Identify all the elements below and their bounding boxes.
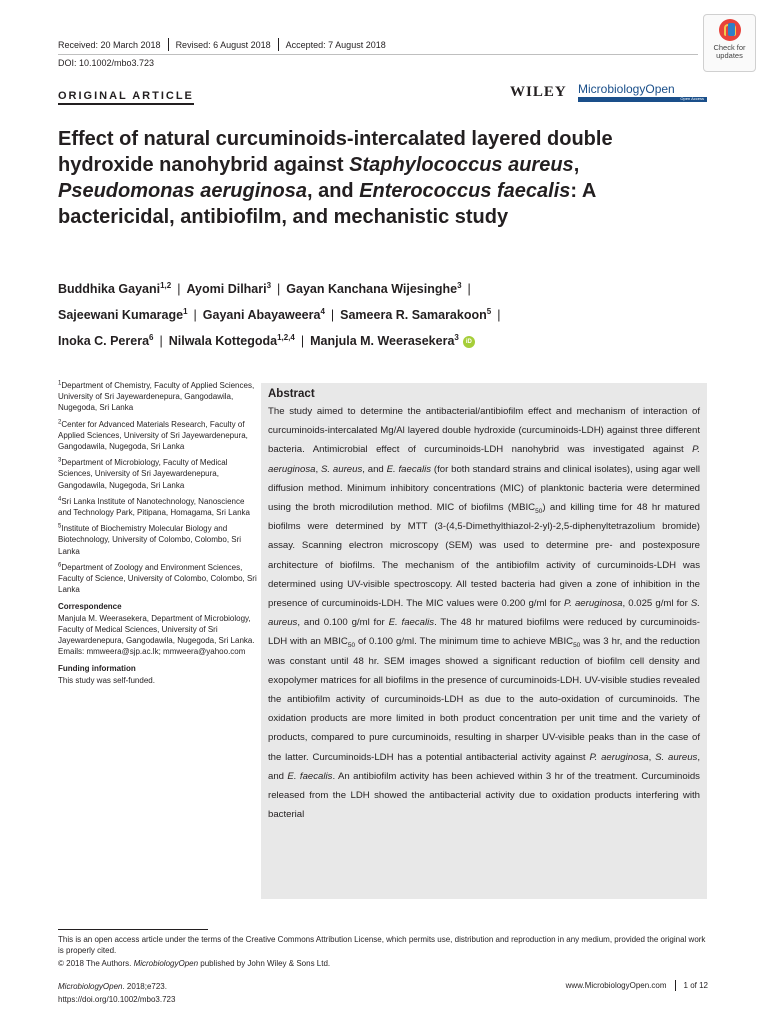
article-type: ORIGINAL ARTICLE [58, 90, 194, 105]
website-link[interactable]: www.MicrobiologyOpen.com [565, 981, 667, 990]
author: Gayan Kanchana Wijesinghe$^3$ [286, 280, 462, 296]
title-species: Staphylococcus aureus [349, 154, 574, 176]
abstract-text: The study aimed to determine the antibacterial/antibiofilm effect and mechanism of interaction of curcuminoids-intercalated Mg/Al layered double hydroxide (curcuminoids-LDH) against three different bacteria. Antimicrobial effect of curcuminoids-LDH nanohybrid was investigated against P. aeruginosa, S. aureus, and E. faecalis (for both standard strains and clinical isolates), using agar well diffusion method. Minimum inhibitory concentrations (MIC) of planktonic bacteria were determined using the broth microdilution method. MIC of biofilms $(MBIC_{50})$ and killing time for 48 hr matured biofilms were determined by MTT (3-(4,5-Dimethylthiazol-2-yl)-2,5-diphenyltetrazolium bromide) assay. Scanning electron microscopy (SEM) was used to determine pre- and postexposure architecture of biofilms. The mechanism of the antibiofilm activity of curcuminoids-LDH was determined using UV-visible spectroscopy. All tested bacteria had given a zone of inhibition in the presence of curcuminoids-LDH. The MIC values were 0.200 g/ml for P. aeruginosa, 0.025 g/ml for S. aureus, and 0.100 g/ml for E. faecalis. The 48 hr matured biofilms were reduced by curcuminoids-LDH with an $MBIC_{50}$ of 0.100 g/ml. The minimum time to achieve $MBIC_{50}$ was 3 hr, and the reduction was constant until 48 hr. SEM images showed a significant reduction of biofilm cell density and exopolymer matrices for all biofilms in the presence of curcuminoids-LDH. UV-visible studies revealed the antibiofilm activity of curcuminoids-LDH as due to the auto-oxidation of curcuminoids. The oxidation products are more limited in both product concentration per unit time and the variety of products, compared to pure curcuminoids, resulting in sharper UV-visible peaks than in the case of the latter. Curcuminoids-LDH has a potential antibacterial activity against P. aeruginosa, S. aureus, and E. faecalis. An antibiofilm activity has been achieved within 3 hr of the treatment. Curcuminoids released from the LDH showed the antibacterial activity due to oxidation products interfering with bacterial [268, 406, 701, 821]
check-for-updates-label: Check for updates [713, 43, 746, 60]
author: Inoka C. Perera$^6$ [58, 332, 154, 348]
correspondence-emails[interactable]: Emails: mmweera@sjp.ac.lk; mmweera@yahoo.com [58, 647, 246, 657]
title-text: , [573, 154, 580, 176]
author: Gayani Abayaweera$^4$ [202, 306, 325, 322]
doi-link[interactable]: https://doi.org/10.1002/mbo3.723 [58, 995, 176, 1004]
abstract-heading: Abstract [268, 388, 315, 400]
funding-heading: Funding information [58, 664, 136, 674]
check-for-updates-button[interactable] [703, 14, 756, 72]
title-text: Effect of natural curcuminoids-intercalated layered double hydroxide nanohybrid against [58, 128, 613, 176]
title-species: Pseudomonas aeruginosa [58, 180, 307, 202]
affiliation: $^1$Department of Chemistry, Faculty of Applied Sciences, University of Sri Jayewardenepura, Gangodawila, Nugegoda, Sri Lanka [58, 380, 255, 413]
author: Nilwala Kottegoda$^{1,2,4}$ [168, 332, 295, 348]
affiliation: $^2$Center for Advanced Materials Research, Faculty of Applied Sciences, University of Sri Jayewardenepura, Gangodawila, Nugegoda, Sri Lanka [58, 418, 248, 452]
header-rule [58, 54, 698, 55]
title-text: , and [306, 180, 360, 202]
affiliation: $^5$Institute of Biochemistry Molecular Biology and Biotechnology, University of Colombo, Colombo, Sri Lanka [58, 523, 242, 556]
affiliation: $^6$Department of Zoology and Environment Sciences, Faculty of Science, University of Colombo, Colombo, Sri Lanka [58, 562, 257, 595]
divider [675, 980, 676, 991]
citation [58, 980, 175, 1006]
correspondence-text: Manjula M. Weerasekera, Department of Microbiology, Faculty of Medical Sciences, University of Sri Jayewardenepura, Gangodawila, Nugegoda, Sri Lanka. Emails: mmweera@sjp.ac.lk; mmweera@yahoo.com [58, 613, 255, 657]
doi: DOI: 10.1002/mbo3.723 [58, 58, 155, 68]
open-access-bar [578, 97, 707, 102]
affiliation: $^3$Department of Microbiology, Faculty of Medical Sciences, University of Sri Jayewardenepura, Gangodawila, Nugegoda, Sri Lanka [58, 457, 228, 490]
page-footer-right [566, 980, 708, 991]
open-access-label: Open Access [680, 96, 704, 101]
title-text: : A bactericidal, antibiofilm, and mechanistic study [58, 180, 596, 228]
author: Buddhika Gayani$^{1,2}$ [58, 280, 172, 296]
citation-details: . 2018;e723. [122, 982, 167, 991]
orcid-icon[interactable]: iD [463, 336, 475, 348]
accepted-date: Accepted: 7 August 2018 [285, 39, 386, 50]
author-list: Buddhika Gayani$^{1,2}$ | Ayomi Dilhari$^3$ | Gayan Kanchana Wijesinghe$^3$ | Sajeewani Kumarage$^1$ | Gayani Abayaweera$^4$ | Sameera R. Samarakoon$^5$ | Inoka C. Perera$^6$ | Nilwala Kottegoda$^{1,2,4}$ | Manjula M. Weerasekera$^3$ iD [58, 280, 501, 348]
funding-text: This study was self-funded. [58, 675, 155, 685]
copyright: © 2018 The Authors. MicrobiologyOpen published by John Wiley & Sons Ltd. [58, 959, 331, 968]
license-note: This is an open access article under the terms of the Creative Commons Attribution License, which permits use, distribution and reproduction in any medium, provided the original work is properly cited. [58, 935, 706, 955]
author: Sajeewani Kumarage$^1$ [58, 306, 188, 322]
article-title [58, 126, 698, 230]
crossmark-icon [719, 19, 741, 41]
journal-logo: MicrobiologyOpen [578, 82, 675, 96]
publication-dates [58, 38, 386, 51]
divider [168, 38, 169, 51]
author: Ayomi Dilhari$^3$ [186, 280, 272, 296]
affiliation: $^4$Sri Lanka Institute of Nanotechnology, Nanoscience and Technology Park, Pitipana, Homagama, Sri Lanka [58, 496, 250, 518]
divider [278, 38, 279, 51]
page-number: 1 of 12 [683, 981, 708, 990]
citation-journal: MicrobiologyOpen [58, 982, 123, 991]
author: Sameera R. Samarakoon$^5$ [340, 306, 492, 322]
revised-date: Revised: 6 August 2018 [175, 39, 271, 50]
footnote-rule [58, 929, 208, 930]
correspondence-heading: Correspondence [58, 602, 122, 612]
affiliations [58, 380, 258, 691]
author: Manjula M. Weerasekera$^3$ [310, 332, 459, 348]
abstract-box [261, 383, 707, 899]
received-date: Received: 20 March 2018 [58, 39, 161, 50]
publisher-logo: WILEY [510, 84, 567, 100]
title-species: Enterococcus faecalis [359, 180, 571, 202]
